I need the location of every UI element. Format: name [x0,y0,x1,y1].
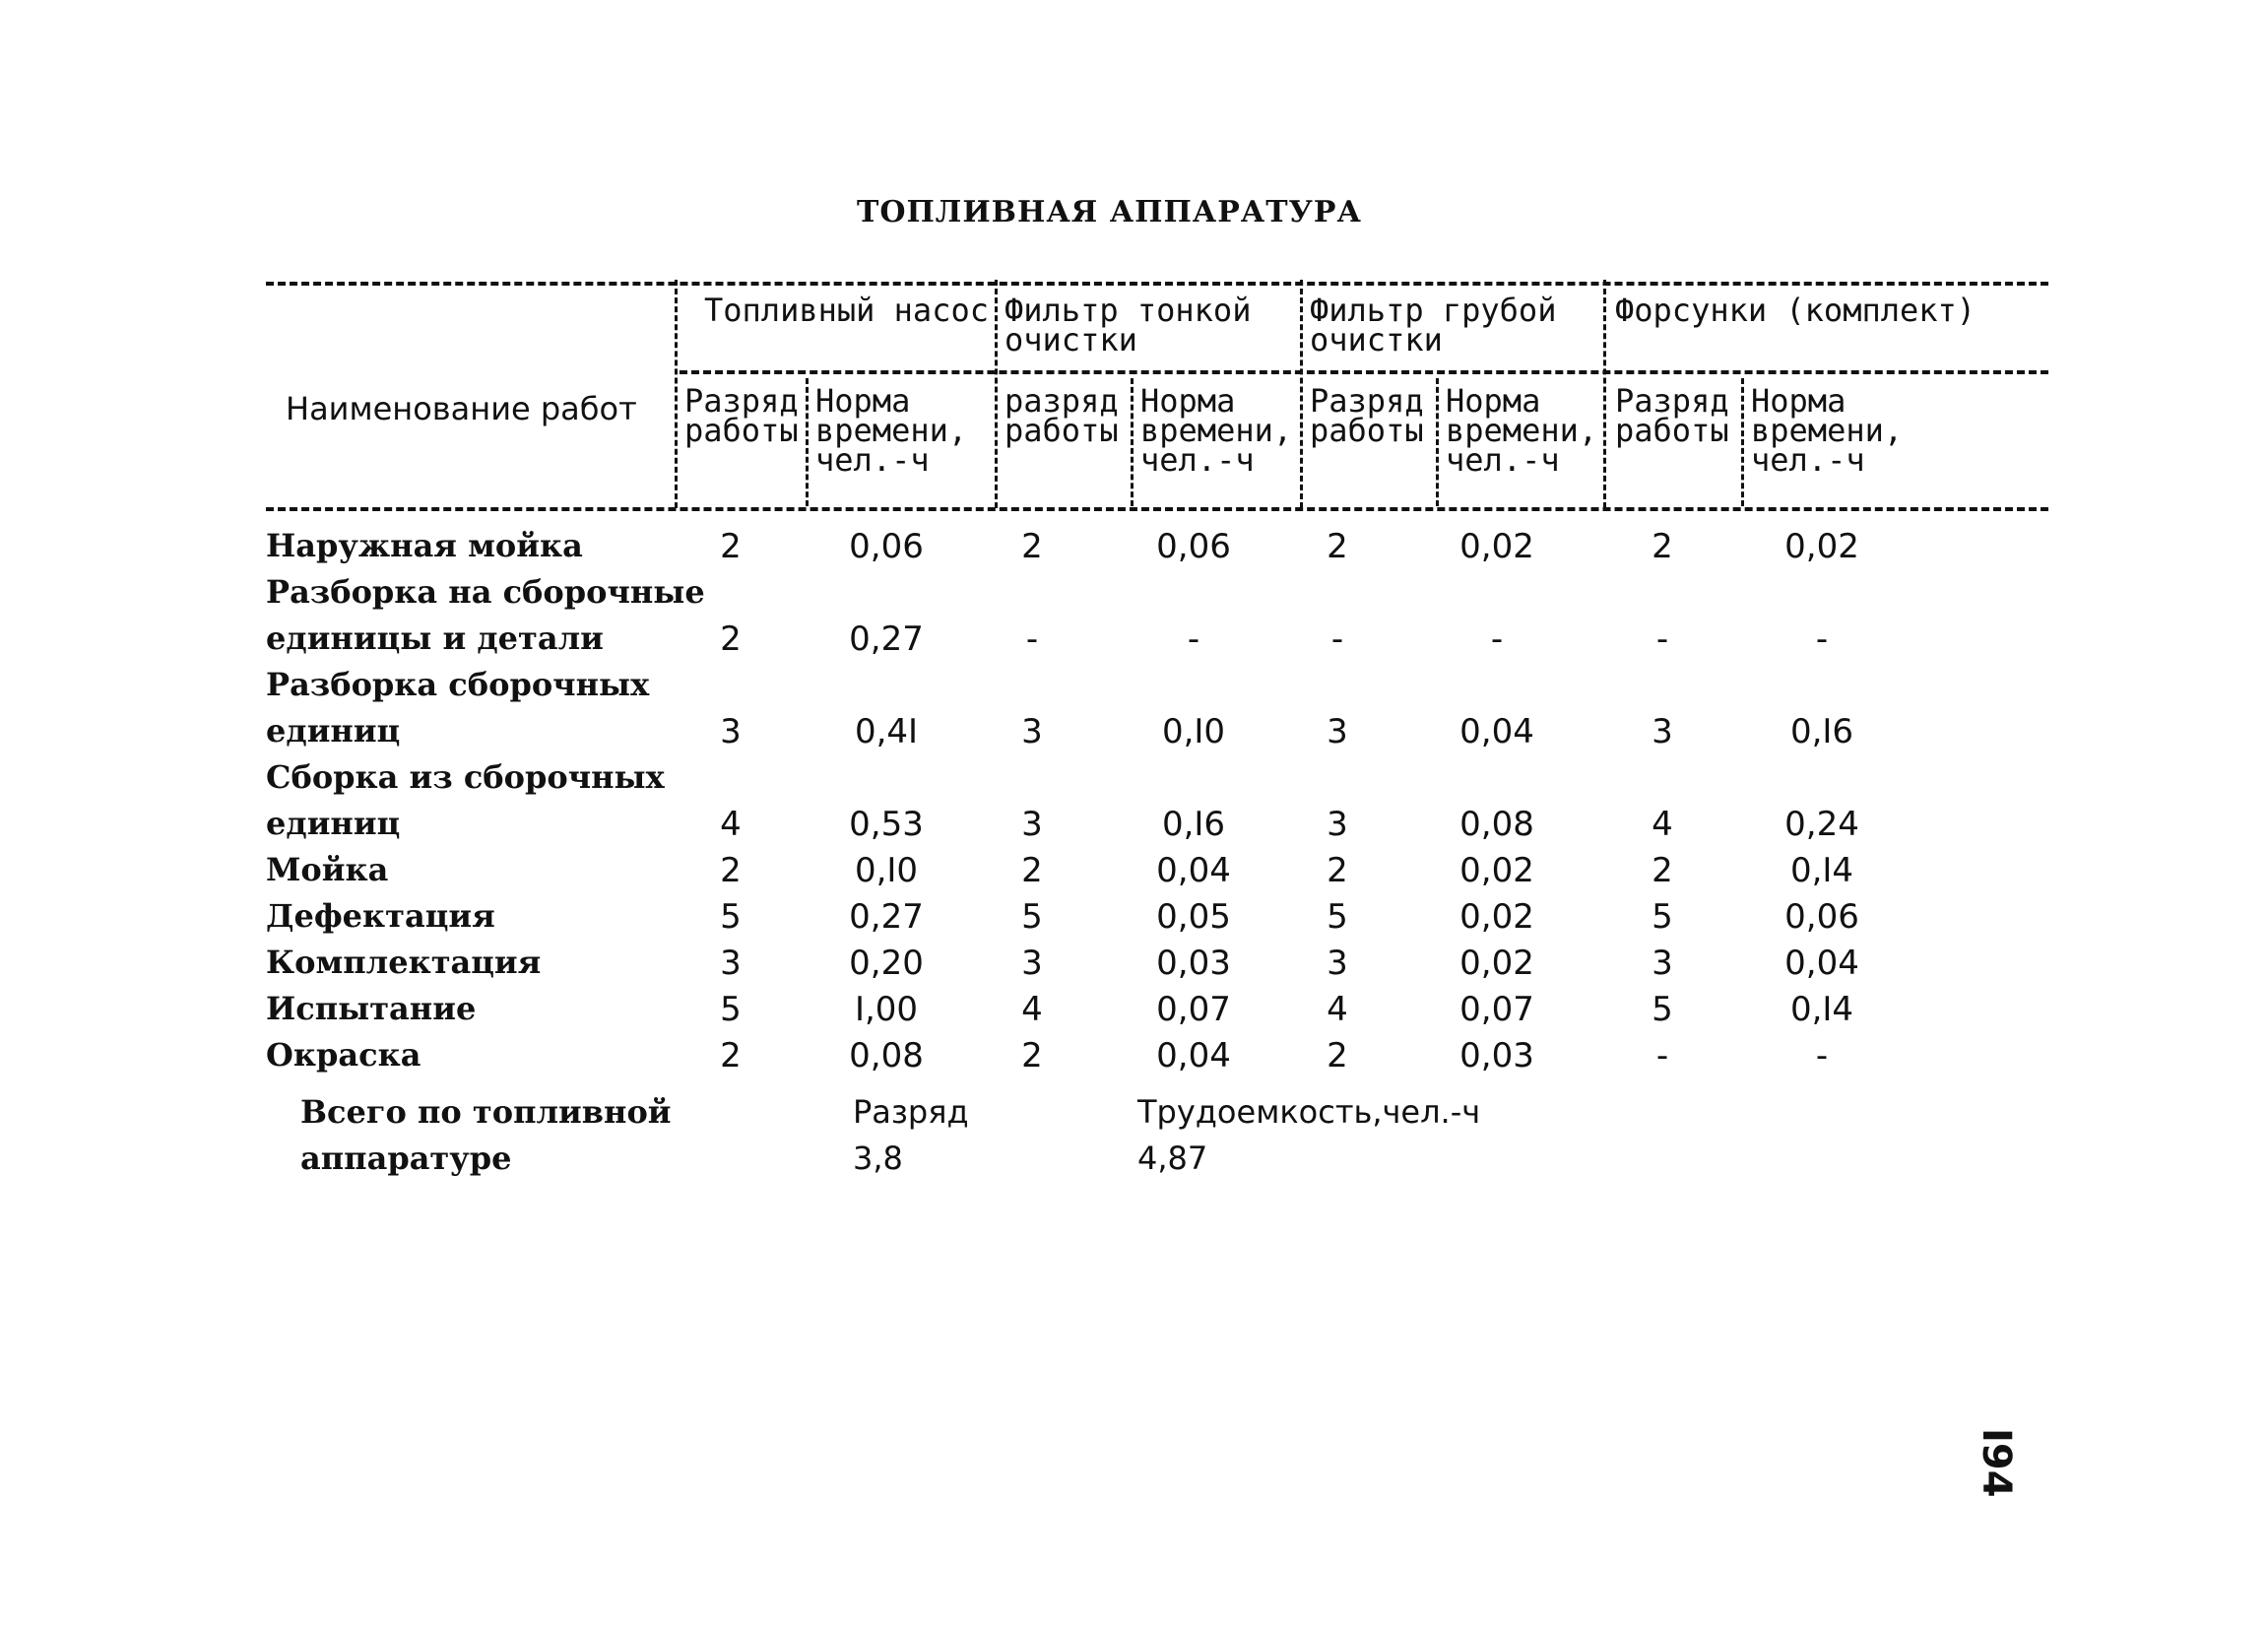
table-cell: 2 [1327,1036,1348,1075]
table-cell: 5 [1652,990,1673,1029]
table-cell: 0,08 [849,1036,924,1075]
table-cell: 3 [1021,944,1043,983]
table-cell: 0,04 [1784,944,1859,983]
table-cell: 0,04 [1156,1036,1231,1075]
row-name: Разборка на сборочные [266,573,705,611]
subheader-norm-2: Норма времени, чел.-ч [1140,382,1293,479]
table-cell: 0,03 [1156,944,1231,983]
table-cell: 2 [1021,527,1043,566]
total-label-line1: Всего по топливной [300,1093,672,1131]
table-cell: - [1815,1036,1829,1075]
table-cell: 2 [1021,1036,1043,1075]
table-cell: I,00 [854,990,919,1029]
sep-v-sub4 [1741,378,1744,506]
subheader-rank-4: Разряд работы [1615,382,1729,449]
table-cell: 0,27 [849,897,924,937]
subheader-rank-1: Разряд работы [684,382,799,449]
table-cell: 0,24 [1784,805,1859,844]
table-cell: 2 [1652,851,1673,890]
column-header-name: Наименование работ [286,390,637,427]
table-cell: 0,I4 [1789,990,1854,1029]
subheader-rank-3: Разряд работы [1310,382,1424,449]
rule-header-bottom [266,507,2048,511]
table-cell: 5 [1327,897,1348,937]
table-cell: 5 [1021,897,1043,937]
table-cell: - [1490,619,1504,659]
total-rank-label: Разряд [853,1093,969,1131]
subheader-norm-4: Норма времени, чел.-ч [1751,382,1904,479]
row-name: Дефектация [266,897,495,935]
sep-v2 [995,280,998,508]
table-cell: 3 [1021,712,1043,751]
table-cell: 0,04 [1156,851,1231,890]
table-cell: 5 [1652,897,1673,937]
total-labor-label: Трудоемкость,чел.-ч [1137,1093,1481,1131]
table-cell: - [1187,619,1200,659]
group-header-coarse-filter: Фильтр грубой очистки [1310,292,1557,358]
rule-top [266,282,2048,286]
table-cell: 0,I6 [1161,805,1226,844]
sep-v4 [1603,280,1606,508]
sep-v3 [1300,280,1303,508]
table-cell: 0,4I [854,712,919,751]
sep-v1 [675,280,678,508]
table-cell: 2 [1327,851,1348,890]
table-cell: 0,I4 [1789,851,1854,890]
table-cell: 4 [1652,805,1673,844]
table-cell: 0,I0 [854,851,919,890]
total-rank-value: 3,8 [853,1140,903,1177]
row-name: Мойка [266,851,389,888]
page-number: I94 [1974,1428,2019,1498]
table-cell: 3 [1652,712,1673,751]
table-cell: 3 [720,944,742,983]
row-name: Разборка сборочных [266,666,650,703]
table-cell: 0,08 [1459,805,1534,844]
group-header-injectors: Форсунки (комплект) [1615,292,1976,329]
table-cell: 0,27 [849,619,924,659]
row-name: единиц [266,712,401,749]
table-cell: 0,I6 [1789,712,1854,751]
table-cell: 0,02 [1459,851,1534,890]
table-cell: 0,06 [849,527,924,566]
table-cell: 4 [1327,990,1348,1029]
table-cell: 0,07 [1459,990,1534,1029]
table-cell: 0,04 [1459,712,1534,751]
total-label-line2: аппаратуре [300,1140,512,1177]
table-cell: 0,03 [1459,1036,1534,1075]
sep-v-sub1 [806,378,809,506]
table-cell: 2 [720,851,742,890]
table-cell: 0,05 [1156,897,1231,937]
page-title: ТОПЛИВНАЯ АППАРАТУРА [857,195,1362,229]
table-cell: 0,53 [849,805,924,844]
table-cell: 3 [1327,712,1348,751]
table-cell: 5 [720,897,742,937]
table-cell: 0,20 [849,944,924,983]
table-cell: - [1655,619,1669,659]
table-cell: 0,02 [1459,897,1534,937]
subheader-rank-2: разряд работы [1004,382,1119,449]
table-cell: 5 [720,990,742,1029]
subheader-norm-1: Норма времени, чел.-ч [815,382,968,479]
table-cell: - [1655,1036,1669,1075]
table-cell: 0,06 [1784,897,1859,937]
row-name: Испытание [266,990,477,1027]
table-cell: 3 [720,712,742,751]
group-header-fine-filter: Фильтр тонкой очистки [1004,292,1252,358]
table-cell: - [1815,619,1829,659]
row-name: Сборка из сборочных [266,758,665,796]
total-labor-value: 4,87 [1137,1140,1208,1177]
table-cell: 4 [1021,990,1043,1029]
table-cell: 0,I0 [1161,712,1226,751]
table-cell: 2 [1327,527,1348,566]
table-cell: 0,02 [1784,527,1859,566]
sep-v-sub3 [1436,378,1439,506]
table-cell: 2 [720,619,742,659]
sep-v-sub2 [1131,378,1134,506]
group-header-fuel-pump: Топливный насос [704,292,989,329]
rule-mid [680,370,2048,374]
table-cell: 0,06 [1156,527,1231,566]
table-cell: 0,07 [1156,990,1231,1029]
row-name: Наружная мойка [266,527,583,564]
subheader-norm-3: Норма времени, чел.-ч [1446,382,1598,479]
row-name: Окраска [266,1036,421,1074]
table-cell: - [1025,619,1039,659]
table-cell: 4 [720,805,742,844]
table-cell: - [1330,619,1344,659]
table-cell: 2 [720,527,742,566]
table-cell: 0,02 [1459,527,1534,566]
table-cell: 3 [1327,944,1348,983]
row-name: Комплектация [266,944,542,981]
table-cell: 3 [1652,944,1673,983]
table-cell: 2 [720,1036,742,1075]
table-cell: 2 [1021,851,1043,890]
table-cell: 2 [1652,527,1673,566]
table-cell: 0,02 [1459,944,1534,983]
table-cell: 3 [1021,805,1043,844]
row-name: единицы и детали [266,619,604,657]
table-cell: 3 [1327,805,1348,844]
row-name: единиц [266,805,401,842]
